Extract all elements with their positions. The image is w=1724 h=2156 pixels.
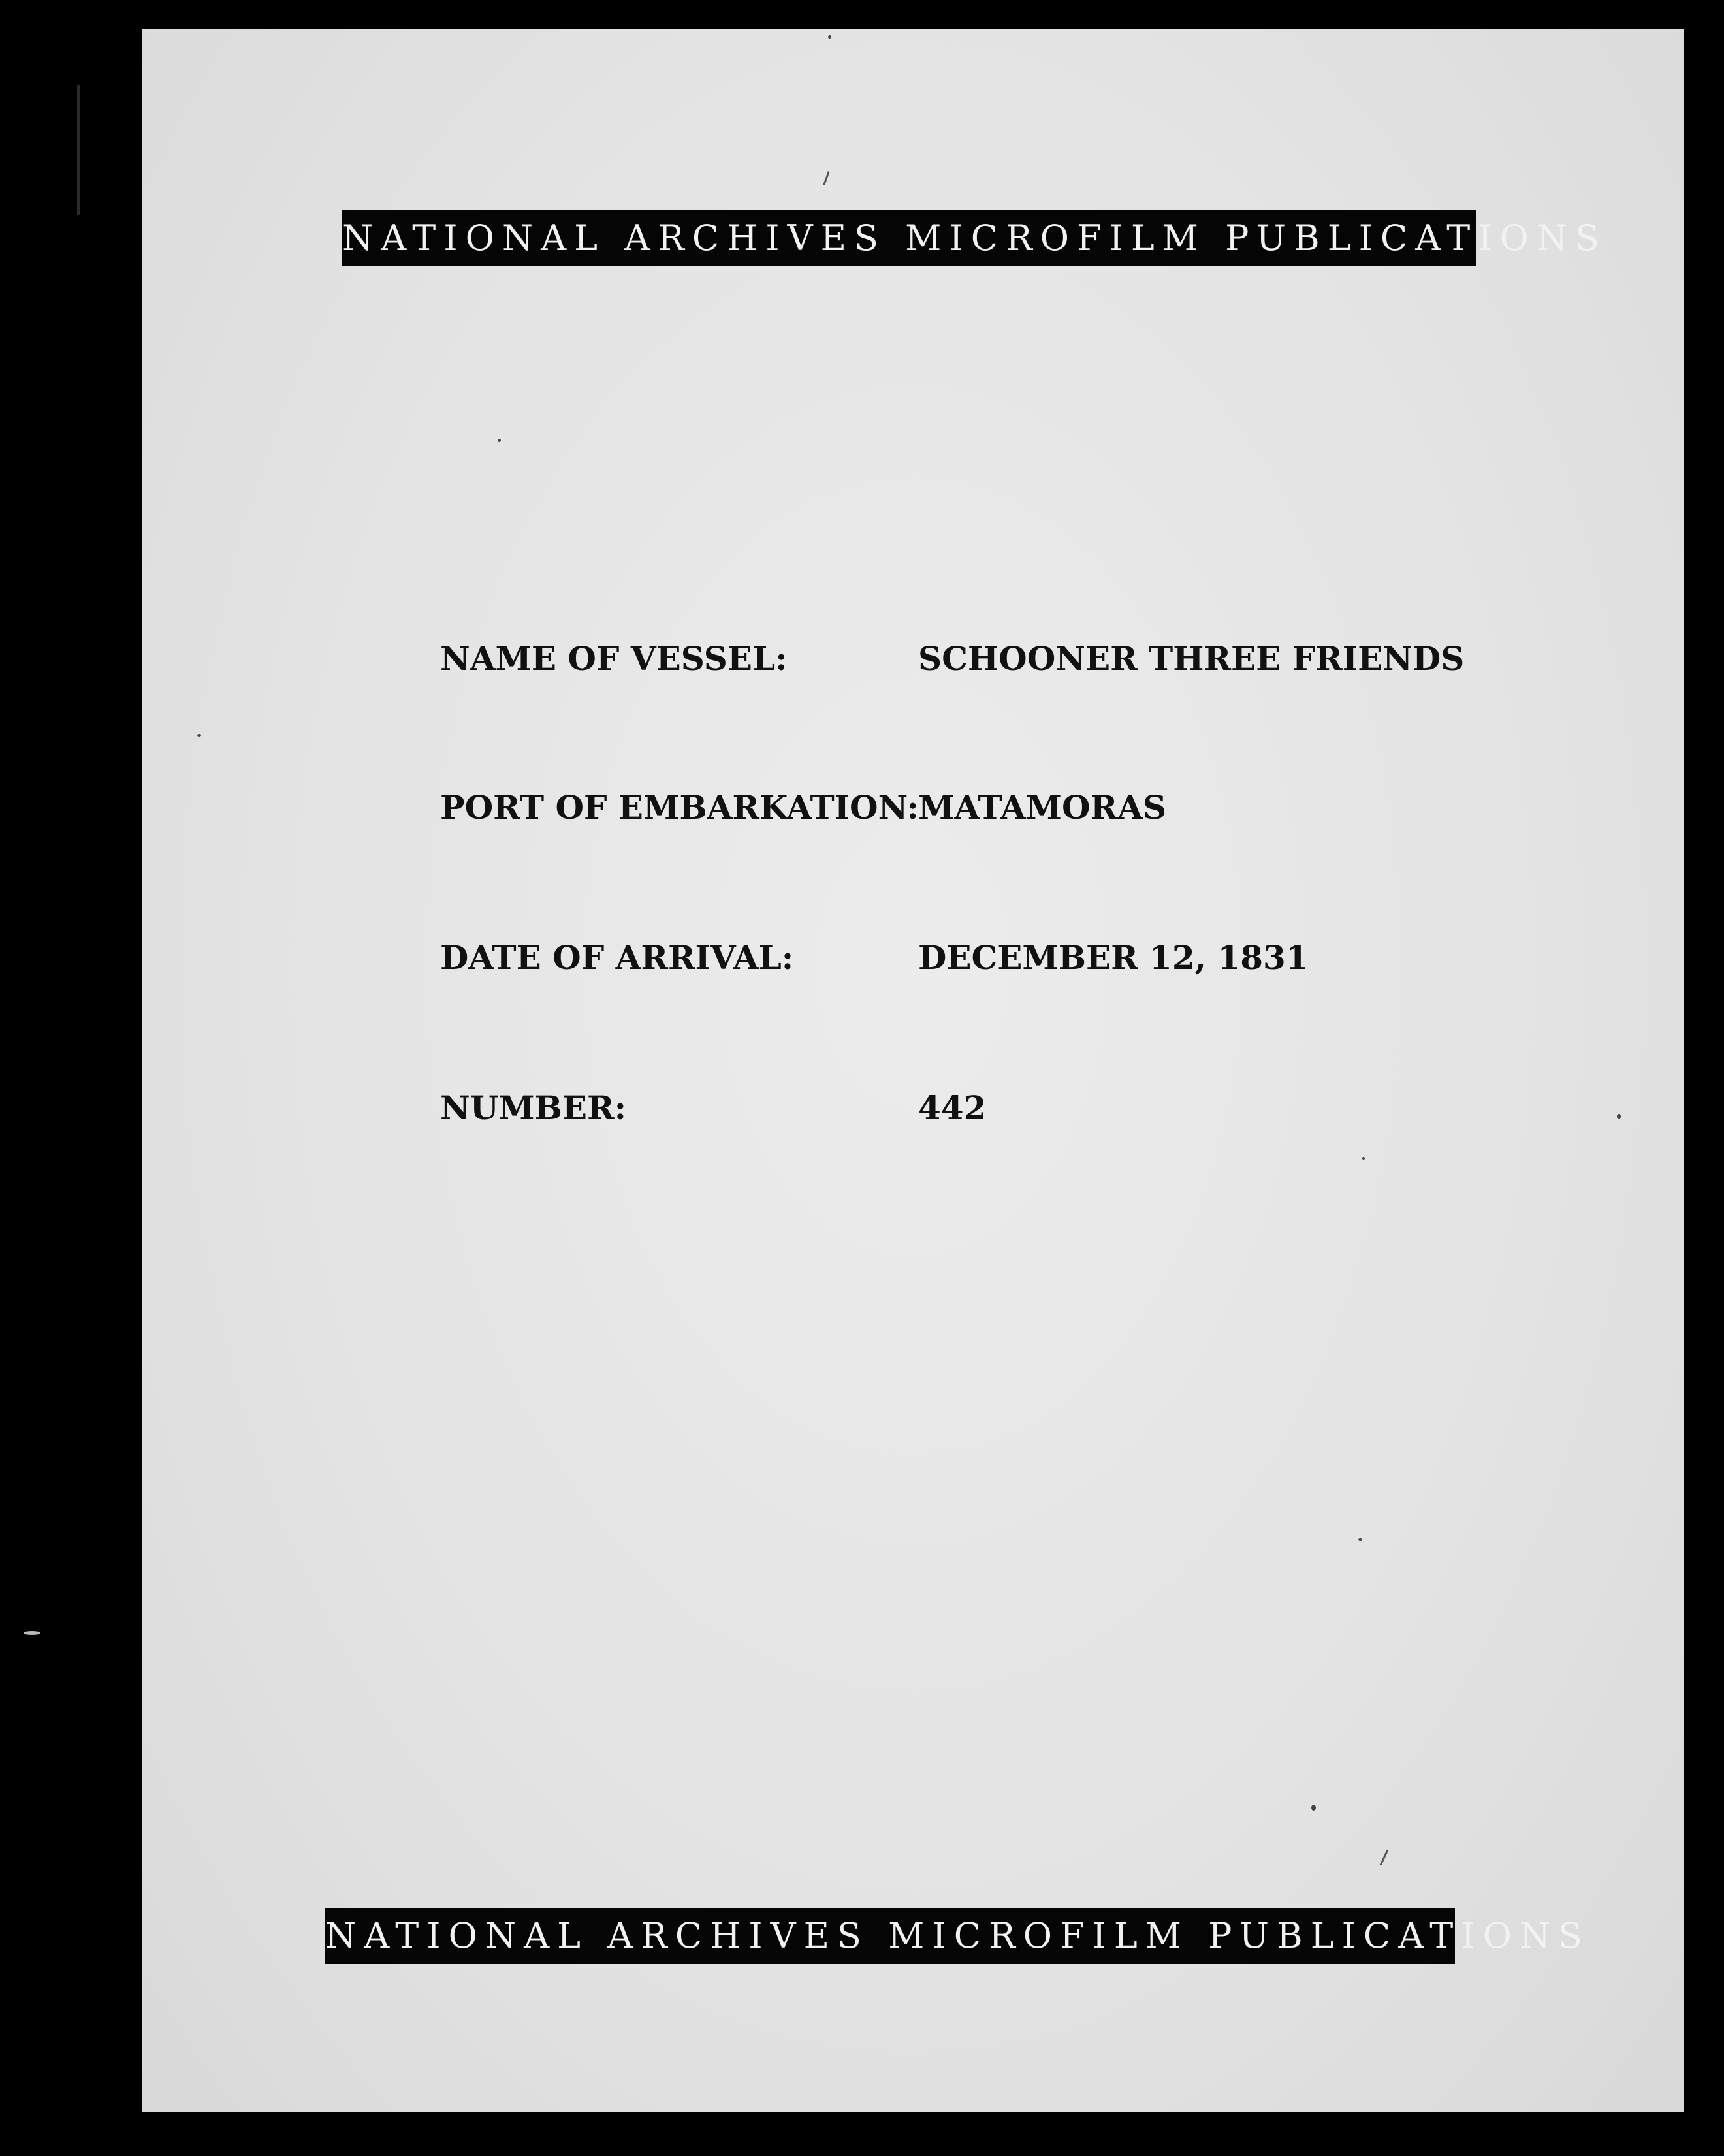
scan-speck [498, 439, 501, 442]
number-value: 442 [918, 1088, 987, 1127]
scan-scratch [1380, 1850, 1389, 1866]
document-sheet [142, 29, 1684, 2112]
scan-speck [1311, 1805, 1316, 1811]
scan-scratch [823, 171, 829, 185]
scan-speck [1617, 1114, 1621, 1119]
field-row-number [440, 1085, 1616, 1131]
field-row-vessel [440, 636, 1616, 682]
scan-speck [1358, 1538, 1362, 1541]
port-label: PORT OF EMBARKATION: [440, 788, 919, 827]
port-value: MATAMORAS [918, 788, 1167, 827]
scan-speck [1362, 1157, 1365, 1160]
header-banner: NATIONAL ARCHIVES MICROFILM PUBLICATIONS [342, 210, 1476, 266]
scan-speck [197, 734, 201, 737]
film-edge-mark [77, 85, 80, 215]
vessel-label: NAME OF VESSEL: [440, 639, 788, 678]
vessel-value: SCHOONER THREE FRIENDS [918, 639, 1465, 678]
date-value: DECEMBER 12, 1831 [918, 938, 1309, 977]
number-label: NUMBER: [440, 1088, 627, 1127]
field-row-date [440, 935, 1616, 981]
scan-speck [828, 35, 831, 39]
film-mark [24, 1631, 40, 1635]
date-label: DATE OF ARRIVAL: [440, 938, 794, 977]
field-row-port [440, 785, 1616, 831]
footer-banner: NATIONAL ARCHIVES MICROFILM PUBLICATIONS [325, 1908, 1455, 1964]
